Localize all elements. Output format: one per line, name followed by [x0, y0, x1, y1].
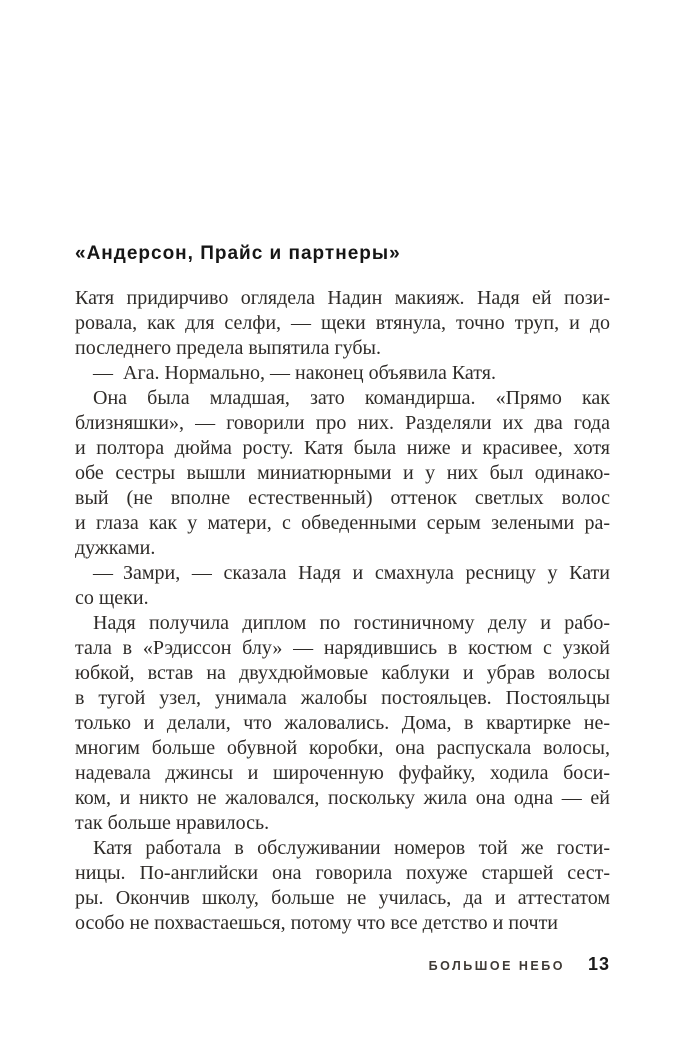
text-line: обе сестры вышли миниатюрными и у них был одинако-	[75, 462, 610, 484]
text-line: ры. Окончив школу, больше не училась, да и аттестатом	[75, 887, 610, 909]
text-line: Надя получила диплом по гостиничному делу и рабо-	[93, 612, 610, 634]
text-line: ровала, как для селфи, — щеки втянула, точно труп, и до	[75, 312, 610, 334]
text-line: и полтора дюйма росту. Катя была ниже и красивее, хотя	[75, 437, 610, 459]
text-line: — Ага. Нормально, — наконец объявила Катя.	[93, 362, 496, 384]
text-line: ком, и никто не жаловался, поскольку жила она одна — ей	[75, 787, 610, 809]
text-line: особо не похвастаешься, потому что все детство и почти	[75, 912, 559, 934]
page-number: 13	[587, 954, 610, 974]
text-line: многим больше обувной коробки, она распускала волосы,	[75, 737, 610, 759]
text-line: Катя работала в обслуживании номеров той же гости-	[93, 837, 610, 859]
text-line: со щеки.	[75, 587, 149, 609]
text-line: так больше нравилось.	[75, 812, 270, 834]
text-line: Она была младшая, зато командирша. «Прямо как	[93, 387, 610, 409]
chapter-heading: «Андерсон, Прайс и партнеры»	[75, 243, 401, 264]
text-line: тала в «Рэдиссон блу» — нарядившись в костюм с узкой	[75, 637, 610, 659]
text-line: Катя придирчиво оглядела Надин макияж. Надя ей пози-	[75, 287, 610, 309]
text-line: в тугой узел, унимала жалобы постояльцев. Постояльцы	[75, 687, 610, 709]
text-line: юбкой, встав на двухдюймовые каблуки и убрав волосы	[75, 662, 610, 684]
page-footer	[429, 954, 610, 975]
text-line: и глаза как у матери, с обведенными серым зелеными ра-	[75, 512, 610, 534]
text-line: вый (не вполне естественный) оттенок светлых волос	[75, 487, 610, 509]
text-line: надевала джинсы и широченную фуфайку, ходила боси-	[75, 762, 610, 784]
text-line: последнего предела выпятила губы.	[75, 337, 381, 359]
running-title: БОЛЬШОЕ НЕБО	[428, 959, 565, 973]
text-line: дужками.	[75, 537, 156, 559]
text-line: — Замри, — сказала Надя и смахнула ресницу у Кати	[93, 562, 610, 584]
text-line: близняшки», — говорили про них. Разделяли их два года	[75, 412, 610, 434]
text-line: только и делали, что жаловались. Дома, в квартирке не-	[75, 712, 610, 734]
body-text-block	[75, 286, 610, 936]
text-line: ницы. По-английски она говорила похуже старшей сест-	[75, 862, 610, 884]
